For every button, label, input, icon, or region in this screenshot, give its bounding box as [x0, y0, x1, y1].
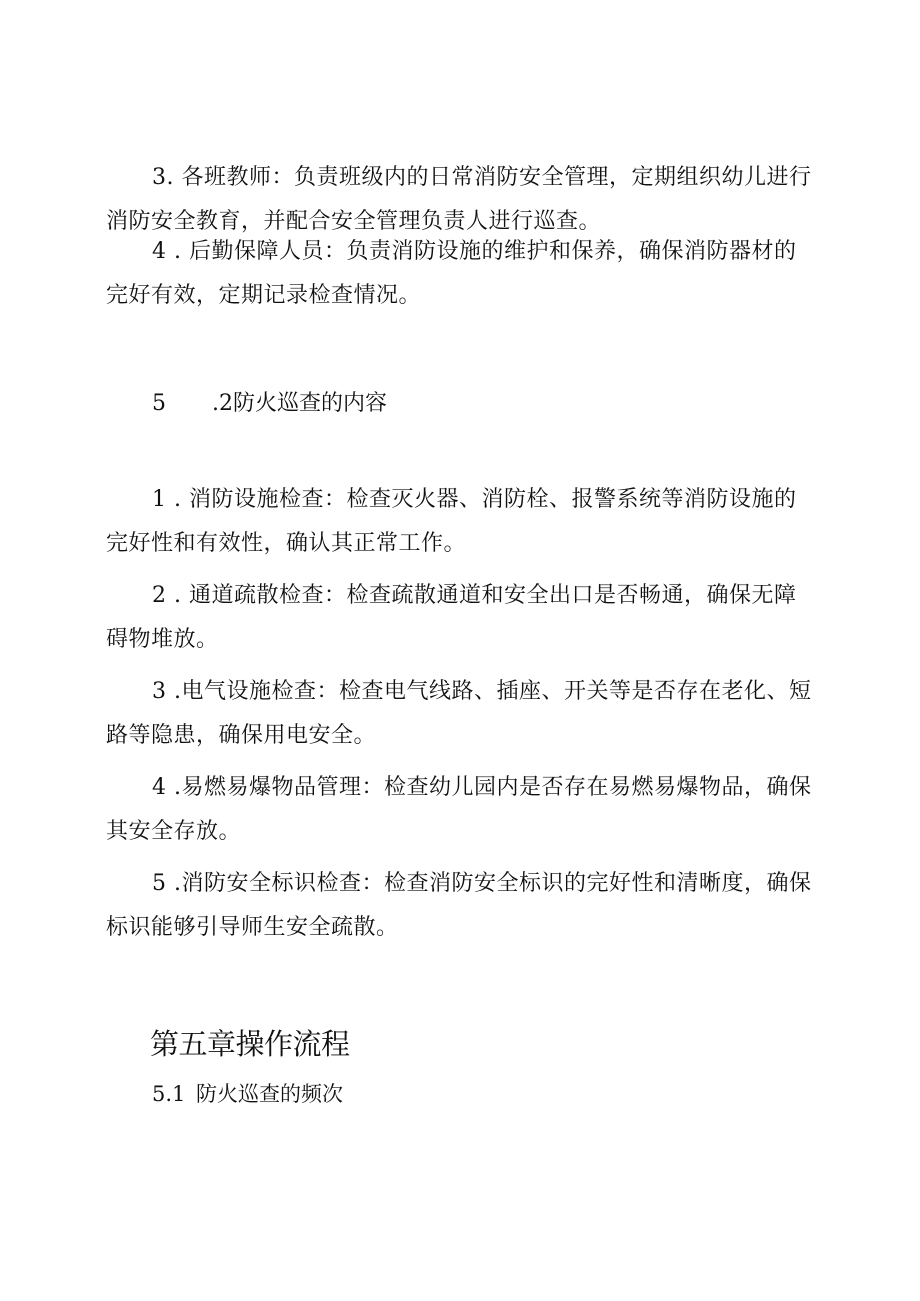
- paragraph-evacuation-check: 2 . 通道疏散检查：检查疏散通道和安全出口是否畅通，确保无障碍物堆放。: [106, 583, 797, 652]
- section-number: 5.1: [152, 1082, 186, 1106]
- chapter-heading: 第五章操作流程: [150, 1027, 350, 1061]
- paragraph-electrical-check: 3 .电气设施检查：检查电气线路、插座、开关等是否存在老化、短路等隐患，确保用电安全。: [106, 679, 812, 748]
- section-heading: [152, 1074, 343, 1114]
- paragraph-logistics-staff: 4 . 后勤保障人员：负责消防设施的维护和保养，确保消防器材的完好有效，定期记录检查情况。: [106, 239, 797, 308]
- paragraph-safety-signs-check: 5 .消防安全标识检查：检查消防安全标识的完好性和清晰度，确保标识能够引导师生安全疏散。: [106, 871, 812, 940]
- paragraph-fire-facilities-check: 1 . 消防设施检查：检查灭火器、消防栓、报警系统等消防设施的完好性和有效性，确认其正常工作。: [106, 487, 797, 556]
- subheading-patrol-content: [152, 382, 387, 426]
- subheading-text: .2防火巡查的内容: [212, 391, 387, 416]
- paragraph-flammable-management: 4 .易燃易爆物品管理：检查幼儿园内是否存在易燃易爆物品，确保其安全存放。: [106, 775, 812, 844]
- subheading-number: 5: [152, 391, 166, 416]
- paragraph-class-teachers: 3. 各班教师：负责班级内的日常消防安全管理，定期组织幼儿进行消防安全教育，并配合安全管理负责人进行巡查。: [106, 165, 812, 234]
- section-text: 防火巡查的频次: [196, 1082, 343, 1106]
